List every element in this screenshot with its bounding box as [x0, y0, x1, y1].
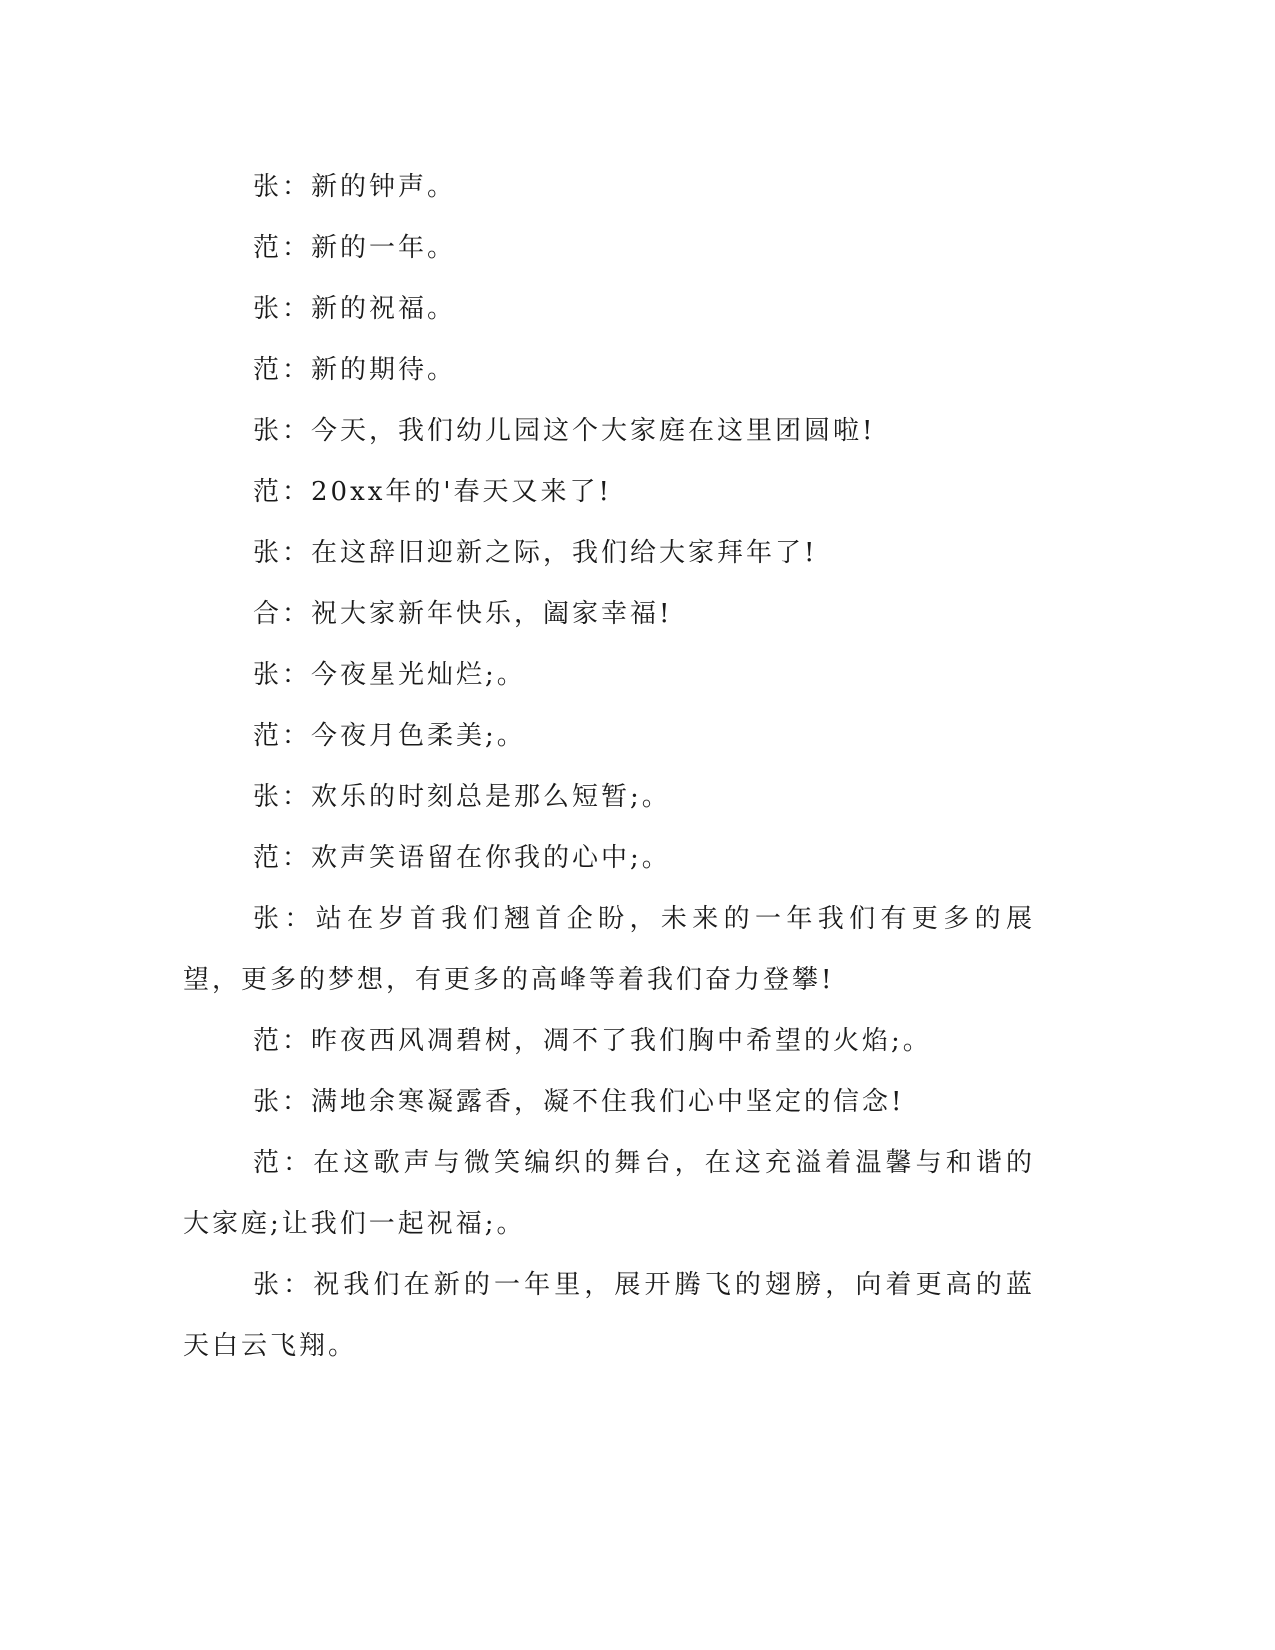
paragraph-14: 范：昨夜西风凋碧树，凋不了我们胸中希望的火焰;。 [253, 1026, 932, 1056]
paragraph-2: 范：新的一年。 [253, 233, 457, 263]
document-body [183, 157, 1035, 1377]
paragraph-7: 张：在这辞旧迎新之际，我们给大家拜年了! [253, 538, 818, 568]
paragraph-3: 张：新的祝福。 [253, 294, 457, 324]
paragraph-16: 范：在这歌声与微笑编织的舞台，在这充溢着温馨与和谐的大家庭;让我们一起祝福;。 [183, 1148, 1035, 1239]
paragraph-15: 张：满地余寒凝露香，凝不住我们心中坚定的信念! [253, 1087, 905, 1117]
paragraph-11: 张：欢乐的时刻总是那么短暂;。 [253, 782, 671, 812]
paragraph-17: 张：祝我们在新的一年里，展开腾飞的翅膀，向着更高的蓝天白云飞翔。 [183, 1270, 1035, 1361]
paragraph-8: 合：祝大家新年快乐，阖家幸福! [253, 599, 673, 629]
paragraph-5: 张：今天，我们幼儿园这个大家庭在这里团圆啦! [253, 416, 876, 446]
paragraph-9: 张：今夜星光灿烂;。 [253, 660, 526, 690]
paragraph-13: 张：站在岁首我们翘首企盼，未来的一年我们有更多的展望，更多的梦想，有更多的高峰等着我们奋力登攀! [183, 904, 1035, 995]
paragraph-6: 范：20xx年的'春天又来了! [253, 477, 613, 507]
paragraph-1: 张：新的钟声。 [253, 172, 457, 202]
paragraph-4: 范：新的期待。 [253, 355, 457, 385]
paragraph-10: 范：今夜月色柔美;。 [253, 721, 526, 751]
paragraph-12: 范：欢声笑语留在你我的心中;。 [253, 843, 671, 873]
